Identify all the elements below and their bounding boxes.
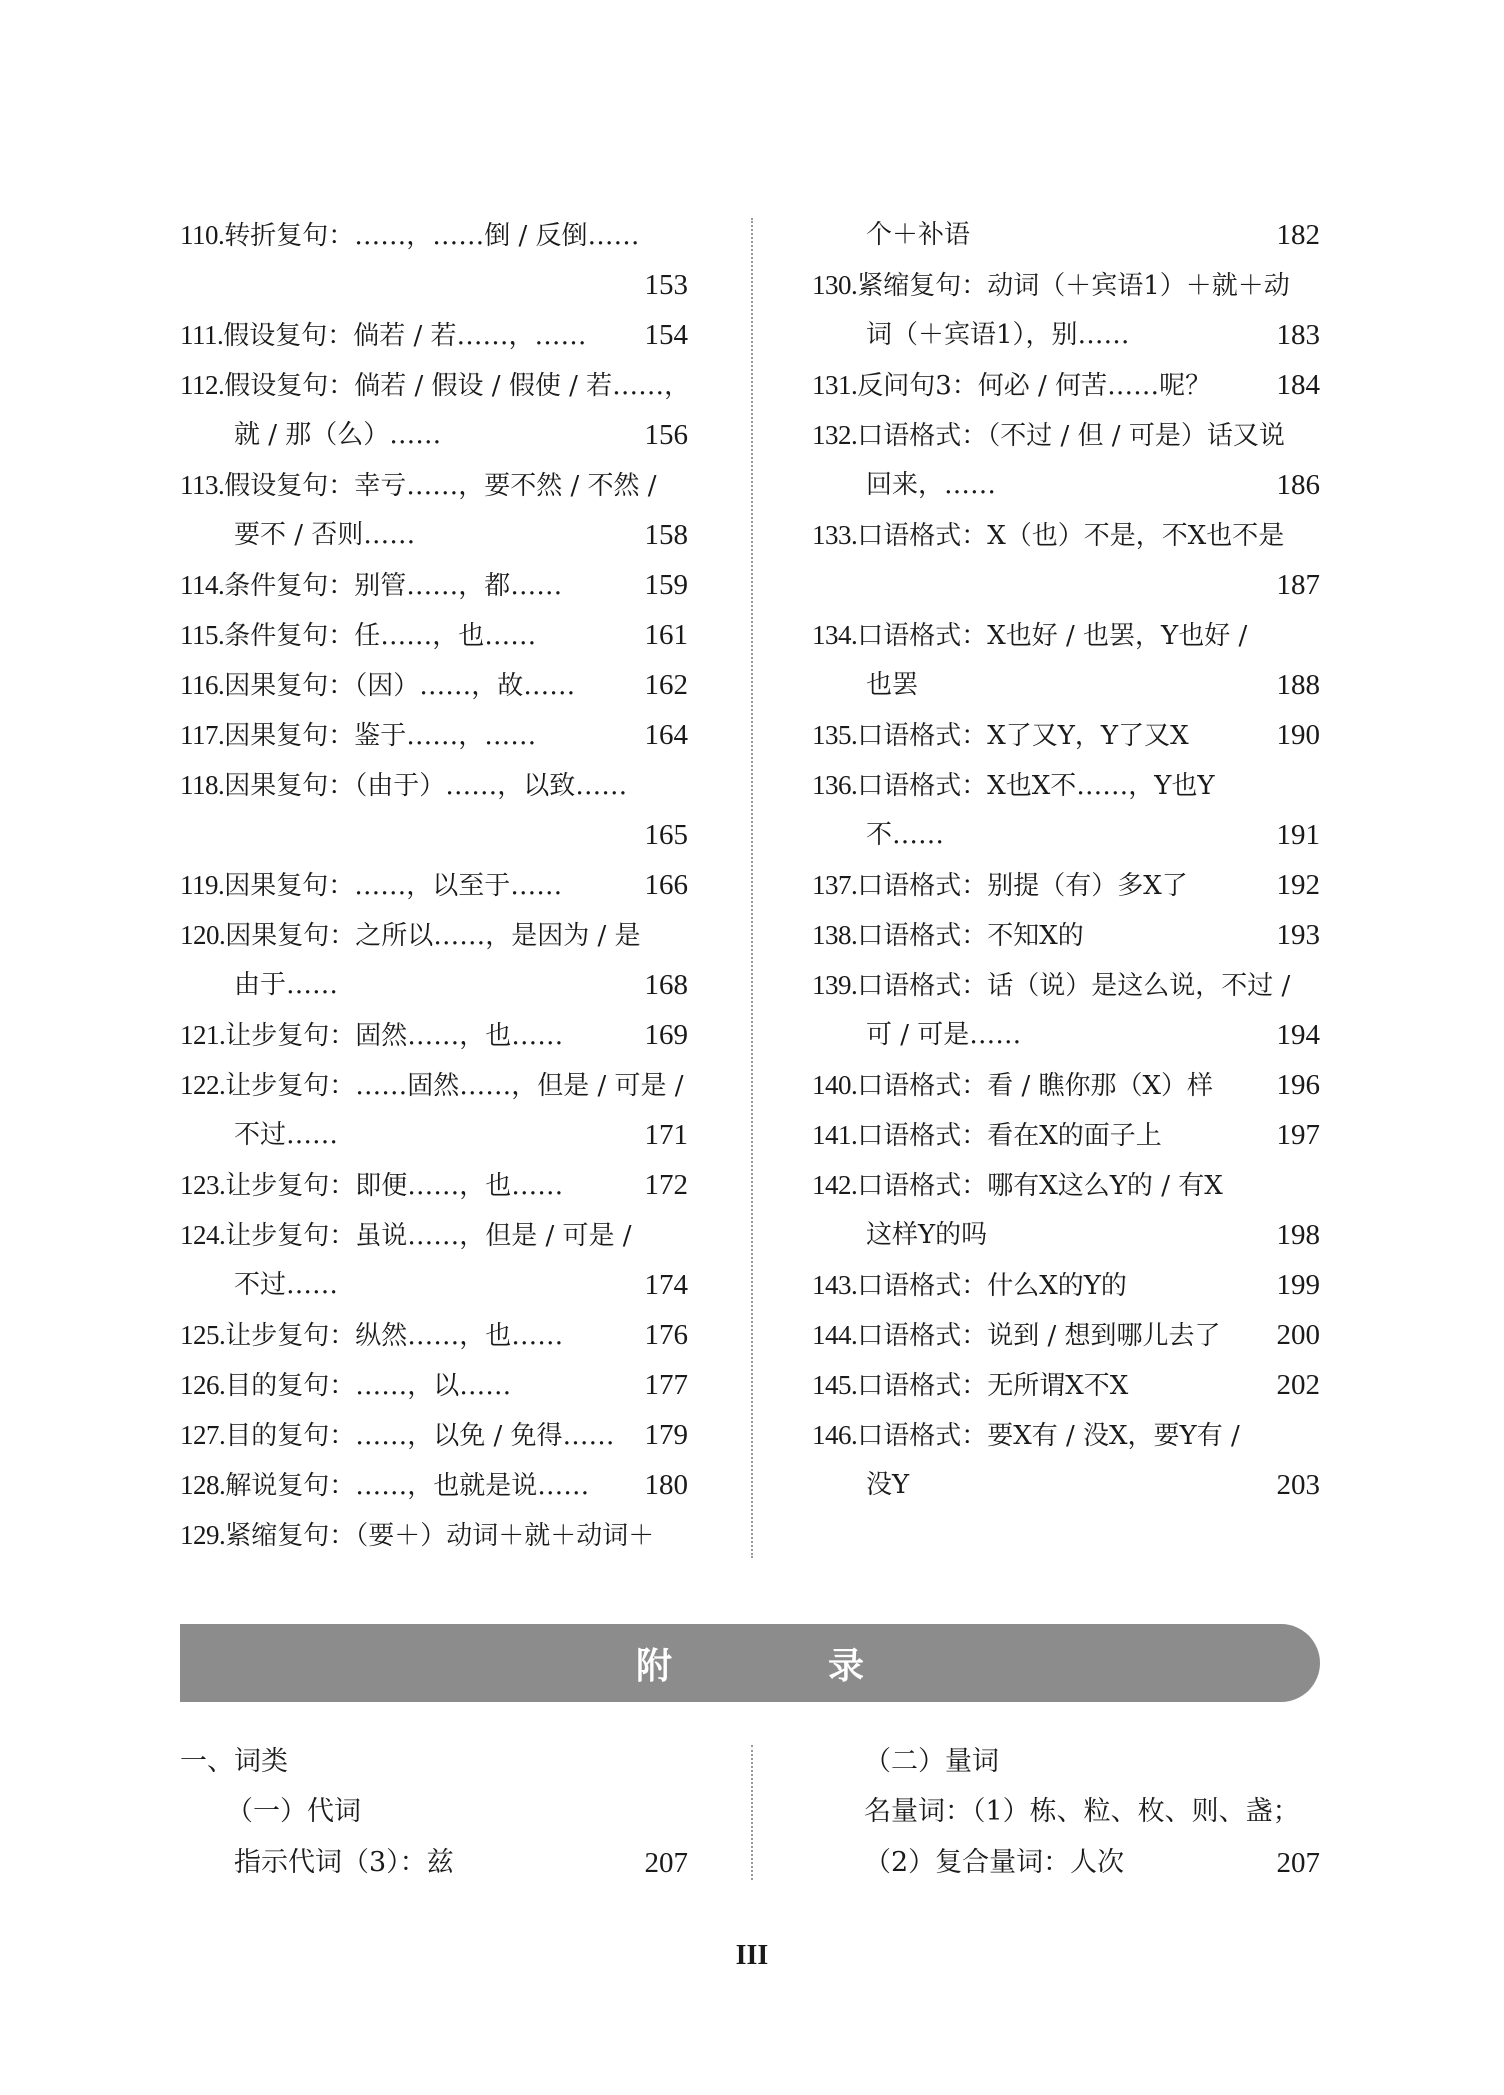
entry-number: 118. (180, 770, 225, 800)
entry-number: 146. (812, 1420, 858, 1450)
entry-text: 词（＋宾语1），别…… (866, 320, 1130, 350)
page-number: 196 (1276, 1069, 1320, 1101)
page-number: 179 (644, 1419, 688, 1451)
page-number: 187 (1276, 569, 1320, 601)
toc-entry (180, 1510, 688, 1560)
entry-text: 因果复句：（因）……，故…… (224, 671, 576, 701)
entry-number: 115. (180, 620, 225, 650)
toc-entry (812, 460, 1320, 510)
entry-number: 123. (180, 1170, 226, 1200)
entry-text: 让步复句：……固然……，但是 / 可是 / (225, 1071, 684, 1101)
entry-text: 不过…… (234, 1120, 339, 1150)
toc-entry (812, 760, 1320, 810)
page-number: 156 (644, 419, 688, 451)
appendix-right-heading: （二）量词 (864, 1746, 999, 1777)
entry-number: 132. (812, 420, 858, 450)
entry-text: 要不 / 否则…… (234, 520, 416, 550)
toc-entry (812, 1310, 1320, 1360)
entry-text: 因果复句：之所以……，是因为 / 是 (225, 921, 641, 951)
toc-entry (812, 660, 1320, 710)
toc-entry (812, 310, 1320, 360)
entry-text: 口语格式：哪有X这么Y的 / 有X (857, 1171, 1223, 1201)
entry-number: 137. (812, 870, 858, 900)
toc-entry (812, 1410, 1320, 1460)
page-number: 176 (644, 1319, 688, 1351)
entry-number: 127. (180, 1420, 226, 1450)
entry-text: 解说复句：……，也就是说…… (225, 1471, 590, 1501)
toc-entry (812, 1460, 1320, 1510)
entry-text: 回来，…… (866, 470, 997, 500)
entry-text: 假设复句：倘若 / 若……，…… (223, 321, 587, 351)
page-number: 203 (1276, 1469, 1320, 1501)
entry-text: 让步复句：即便……，也…… (225, 1171, 564, 1201)
entry-text: 这样Y的吗 (866, 1220, 988, 1250)
toc-entry (812, 1160, 1320, 1210)
toc-entry (812, 610, 1320, 660)
entry-number: 110. (180, 220, 225, 250)
entry-number: 129. (180, 1520, 226, 1550)
entry-text: 让步复句：固然……，也…… (225, 1021, 564, 1051)
page-number: 172 (644, 1169, 688, 1201)
toc-entry (180, 910, 688, 960)
toc-entry (180, 1310, 688, 1360)
page-number: 154 (644, 319, 688, 351)
entry-text: 条件复句：任……，也…… (224, 621, 537, 651)
toc-right-column (812, 210, 1320, 1510)
toc-entry (180, 660, 688, 710)
entry-text: 口语格式：什么X的Y的 (857, 1271, 1127, 1301)
entry-text: 口语格式：（不过 / 但 / 可是）话又说 (857, 421, 1285, 451)
entry-text: 不过…… (234, 1270, 339, 1300)
toc-entry (812, 960, 1320, 1010)
entry-number: 113. (180, 470, 225, 500)
entry-text: 条件复句：别管……，都…… (224, 571, 563, 601)
page-number: 183 (1276, 319, 1320, 351)
entry-number: 114. (180, 570, 225, 600)
entry-text: 目的复句：……，以免 / 免得…… (225, 1421, 615, 1451)
page-number: 153 (644, 269, 688, 301)
page-number: 194 (1276, 1019, 1320, 1051)
entry-number: 130. (812, 270, 858, 300)
entry-number: 136. (812, 770, 858, 800)
entry-number: 141. (812, 1120, 858, 1150)
toc-entry (180, 1360, 688, 1410)
page-number: 182 (1276, 219, 1320, 251)
toc-entry (812, 1210, 1320, 1260)
entry-number: 138. (812, 920, 858, 950)
appendix-heading: 一、词类 (180, 1746, 288, 1777)
toc-entry (812, 1260, 1320, 1310)
entry-text: 由于…… (234, 970, 339, 1000)
toc-entry (812, 710, 1320, 760)
page-number: 166 (644, 869, 688, 901)
toc-entry (180, 960, 688, 1010)
entry-number: 134. (812, 620, 858, 650)
toc-entry (180, 760, 688, 810)
toc-entry (812, 860, 1320, 910)
toc-entry (180, 610, 688, 660)
page-number: 174 (644, 1269, 688, 1301)
page-number: 192 (1276, 869, 1320, 901)
page-number: 186 (1276, 469, 1320, 501)
entry-text: 就 / 那（么）…… (234, 420, 442, 450)
entry-number: 119. (180, 870, 225, 900)
entry-number: 121. (180, 1020, 226, 1050)
entry-number: 142. (812, 1170, 858, 1200)
page-number: 164 (644, 719, 688, 751)
entry-number: 120. (180, 920, 226, 950)
toc-entry (812, 510, 1320, 560)
entry-number: 143. (812, 1270, 858, 1300)
appendix-banner (180, 1624, 1320, 1702)
entry-text: 口语格式：看 / 瞧你那（X）样 (857, 1071, 1214, 1101)
entry-text: 反问句3：何必 / 何苦……呢？ (857, 371, 1212, 401)
toc-entry (812, 1360, 1320, 1410)
appendix-entry: 指示代词（3）：兹 207 (234, 1838, 688, 1888)
entry-number: 145. (812, 1370, 858, 1400)
column-divider (751, 218, 753, 1558)
page-number: 161 (644, 619, 688, 651)
entry-number: 140. (812, 1070, 858, 1100)
page-number: 193 (1276, 919, 1320, 951)
toc-entry (180, 260, 688, 310)
entry-text: 目的复句：……，以…… (225, 1371, 512, 1401)
page-number: 191 (1276, 819, 1320, 851)
toc-entry (812, 260, 1320, 310)
appendix-right-line1: 名量词：（1）栋、粒、枚、则、盏； (864, 1796, 1300, 1827)
toc-entry (180, 1060, 688, 1110)
page-number: 200 (1276, 1319, 1320, 1351)
entry-number: 111. (180, 320, 224, 350)
entry-text: 口语格式：话（说）是这么说，不过 / (857, 971, 1291, 1001)
toc-entry (180, 210, 688, 260)
appendix-column-divider (751, 1745, 753, 1880)
page-number: 171 (644, 1119, 688, 1151)
appendix-title: 附 录 (635, 1645, 924, 1687)
entry-number: 126. (180, 1370, 226, 1400)
entry-number: 128. (180, 1470, 226, 1500)
entry-number: 116. (180, 670, 225, 700)
entry-text: 没Y (866, 1470, 910, 1500)
page-folio: III (735, 1940, 769, 1971)
page-number: 180 (644, 1469, 688, 1501)
page-number: 197 (1276, 1119, 1320, 1151)
toc-entry (812, 210, 1320, 260)
entry-text: 口语格式：X（也）不是，不X也不是 (857, 521, 1285, 551)
toc-entry (180, 1210, 688, 1260)
toc-entry (180, 860, 688, 910)
toc-entry (180, 1410, 688, 1460)
entry-text: 假设复句：幸亏……，要不然 / 不然 / (224, 471, 657, 501)
toc-entry (180, 360, 691, 410)
toc-left-column (180, 210, 691, 1560)
page-number: 202 (1276, 1369, 1320, 1401)
entry-text: 口语格式：要X有 / 没X，要Y有 / (857, 1421, 1240, 1451)
entry-number: 122. (180, 1070, 226, 1100)
toc-entry (812, 1010, 1320, 1060)
entry-text: 口语格式：不知X的 (857, 921, 1084, 951)
entry-text: 也罢 (866, 670, 919, 700)
entry-text: 因果复句：（由于）……，以致…… (224, 771, 628, 801)
toc-entry (180, 410, 688, 460)
page-number: 190 (1276, 719, 1320, 751)
toc-entry (180, 1160, 688, 1210)
toc-entry (812, 1060, 1320, 1110)
entry-number: 139. (812, 970, 858, 1000)
page-number: 198 (1276, 1219, 1320, 1251)
toc-entry (812, 810, 1320, 860)
entry-text: 紧缩复句：（要＋）动词＋就＋动词＋ (225, 1521, 655, 1551)
page-number: 199 (1276, 1269, 1320, 1301)
entry-text: 口语格式：X也好 / 也罢，Y也好 / (857, 621, 1248, 651)
entry-number: 112. (180, 370, 225, 400)
page-number: 162 (644, 669, 688, 701)
page-number: 169 (644, 1019, 688, 1051)
entry-text: 因果复句：鉴于……，…… (224, 721, 537, 751)
toc-entry (180, 710, 688, 760)
entry-text: 个＋补语 (866, 220, 971, 250)
entry-number: 124. (180, 1220, 226, 1250)
toc-entry (180, 1010, 688, 1060)
toc-entry (180, 460, 688, 510)
page-number: 159 (644, 569, 688, 601)
entry-text: 不…… (866, 820, 945, 850)
toc-entry (180, 1260, 688, 1310)
toc-entry (180, 1110, 688, 1160)
toc-entry (180, 310, 688, 360)
toc-entry (180, 810, 688, 860)
entry-text: 口语格式：说到 / 想到哪儿去了 (857, 1321, 1221, 1351)
entry-number: 125. (180, 1320, 226, 1350)
toc-entry (180, 1460, 688, 1510)
toc-entry (812, 360, 1320, 410)
page-number: 158 (644, 519, 688, 551)
entry-number: 131. (812, 370, 858, 400)
toc-entry (180, 560, 688, 610)
entry-text: 紧缩复句：动词（＋宾语1）＋就＋动 (857, 271, 1290, 301)
entry-text: 口语格式：X了又Y，Y了又X (857, 721, 1189, 751)
entry-text: 口语格式：X也X不……，Y也Y (857, 771, 1215, 801)
entry-text: 因果复句：……，以至于…… (224, 871, 563, 901)
appendix-subheading: （一）代词 (226, 1796, 361, 1827)
appendix-right-line2: （2）复合量词：人次 207 (864, 1838, 1320, 1888)
entry-number: 133. (812, 520, 858, 550)
page-number: 168 (644, 969, 688, 1001)
entry-text: 让步复句：虽说……，但是 / 可是 / (225, 1221, 632, 1251)
toc-entry (180, 510, 688, 560)
page-number: 177 (644, 1369, 688, 1401)
entry-text: 口语格式：别提（有）多X了 (857, 871, 1188, 901)
page-number: 165 (644, 819, 688, 851)
page-number: 184 (1276, 369, 1320, 401)
entry-text: 口语格式：无所谓X不X (857, 1371, 1129, 1401)
page-number: 207 (644, 1847, 688, 1879)
entry-number: 135. (812, 720, 858, 750)
entry-text: 假设复句：倘若 / 假设 / 假使 / 若……， (224, 371, 691, 401)
toc-entry (812, 560, 1320, 610)
toc-entry (812, 910, 1320, 960)
page-number: 188 (1276, 669, 1320, 701)
entry-text: 让步复句：纵然……，也…… (225, 1321, 564, 1351)
page-number: 207 (1276, 1847, 1320, 1879)
entry-number: 117. (180, 720, 225, 750)
toc-entry (812, 1110, 1320, 1160)
entry-number: 144. (812, 1320, 858, 1350)
entry-text: 可 / 可是…… (866, 1020, 1022, 1050)
toc-entry (812, 410, 1320, 460)
entry-text: 转折复句：……，……倒 / 反倒…… (224, 221, 640, 251)
entry-text: 口语格式：看在X的面子上 (857, 1121, 1162, 1151)
